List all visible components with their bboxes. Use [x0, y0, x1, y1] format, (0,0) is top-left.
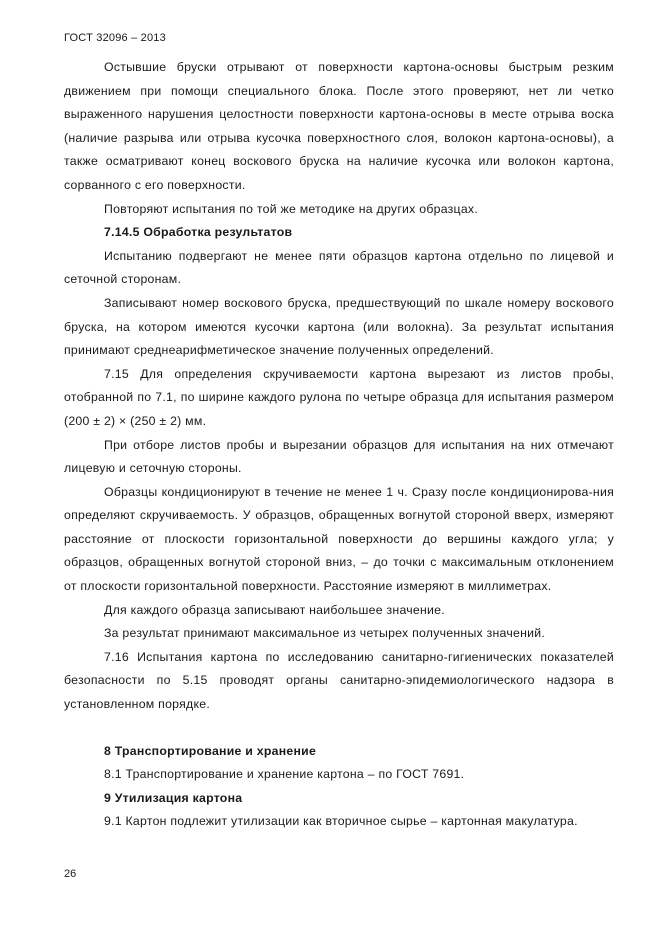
section-heading-7-14-5: 7.14.5 Обработка результатов	[104, 225, 293, 240]
document-header: ГОСТ 32096 – 2013	[64, 32, 166, 44]
paragraph-mark-sides: При отборе листов пробы и вырезании образцов для испытания на них отмечают лицевую и сеточную стороны.	[64, 437, 614, 476]
paragraph-max-value: Для каждого образца записывают наибольшее значение.	[104, 602, 445, 617]
paragraph-result: За результат принимают максимальное из четырех полученных значений.	[104, 626, 546, 641]
page-number: 26	[64, 868, 77, 880]
paragraph-wax-bars: Остывшие бруски отрывают от поверхности картона-основы быстрым резким движением при помощи специального блока. После этого проверяют, нет ли четко выраженного нарушения целостности поверхности картона-основы в месте отрыва воска (наличие разрыва или отрыва кусочка поверхностного слоя, волокон картона-основы), а также осматривают конец воскового бруска на наличие кусочка или волокон картона, сорванного с его поверхности.	[64, 60, 614, 192]
paragraph-7-15: 7.15 Для определения скручиваемости картона вырезают из листов пробы, отобранной по 7.1, по ширине каждого рулона по четыре образца для испытания размером (200 ± 2) × (250 ± 2) мм.	[64, 366, 614, 428]
paragraph-repeat-tests: Повторяют испытания по той же методике на других образцах.	[104, 201, 478, 216]
paragraph-9-1: 9.1 Картон подлежит утилизации как вторичное сырье – картонная макулатура.	[104, 814, 578, 829]
paragraph-conditioning: Образцы кондиционируют в течение не менее 1 ч. Сразу после кондиционирова-ния определяют скручиваемость. У образцов, обращенных вогнутой стороной вверх, измеряют расстояние от плоскости горизонтальной поверхности до вершины каждого угла; у образцов, обращенных вогнутой стороной вниз, – до точки с максимальным отклонением от плоскости горизонтальной поверхности. Расстояние измеряют в миллиметрах.	[64, 484, 614, 594]
paragraph-five-samples: Испытанию подвергают не менее пяти образцов картона отдельно по лицевой и сеточной сторонам.	[64, 248, 614, 287]
section-heading-8: 8 Транспортирование и хранение	[104, 743, 317, 758]
paragraph-7-16: 7.16 Испытания картона по исследованию санитарно-гигиенических показателей безопасности по 5.15 проводят органы санитарно-эпидемиологического надзора в установленном порядке.	[64, 649, 614, 712]
paragraph-record-number: Записывают номер воскового бруска, предшествующий по шкале номеру воскового бруска, на котором имеются кусочки картона (или волокна). За результат испытания принимают среднеарифметическое значение полученных определений.	[64, 295, 614, 358]
paragraph-8-1: 8.1 Транспортирование и хранение картона – по ГОСТ 7691.	[104, 767, 465, 782]
section-spacer	[64, 717, 614, 740]
section-heading-9: 9 Утилизация картона	[104, 790, 243, 805]
document-body	[64, 56, 614, 834]
